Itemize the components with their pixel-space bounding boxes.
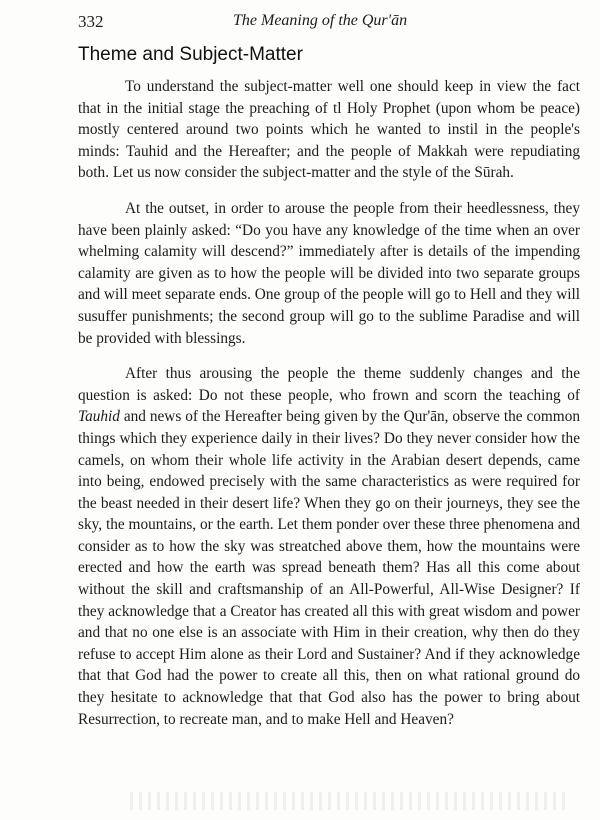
paragraph-2: At the outset, in order to arouse the people from their heedlessness, they have been plainly asked: “Do you have any knowledge of the time when an over whelming calamity will descend?” immediately after is details of the impending calamity are given as to how the people will be divided into two separate groups and will meet separate ends. One group of the people will go to Hell and they will susuffer punishments; the second group will go to the sublime Paradise and will be provided with blessings. bbox=[78, 199, 580, 347]
tauhid-term: Tauhid bbox=[78, 408, 120, 426]
body-text bbox=[78, 76, 580, 744]
page-number: 332 bbox=[78, 12, 104, 31]
page-header bbox=[78, 12, 560, 34]
paragraph-3-part-2: and news of the Hereafter being given by the Qur'ān, observe the common things which they experience daily in their lives? Do they never consider how the camels, on whom their whole life activity in the Arabian desert depends, came into being, endowed precisely with the same characteristics as were required for the beast needed in their desert life? When they go on their journeys, they see the sky, the mountains, or the earth. Let them ponder over these three phenomena and consider as to how the sky was streatched above them, how the mountains were erected and how the earth was spread beneath them? Has all this come about without the skill and craftsmanship of an All-Powerful, All-Wise Designer? If they acknowledge that a Creator has created all this with great wisdom and power and that no one else is an associate with Him in their creation, why then do they refuse to accept Him alone as their Lord and Sustainer? And if they acknowledge that that God had the power to create all this, then on what rational ground do they hesitate to acknowledge that that God also has the power to bring about Resurrection, to recreate man, and to make Hell and Heaven? bbox=[78, 408, 580, 728]
show-through-texture bbox=[130, 792, 570, 810]
section-heading: Theme and Subject-Matter bbox=[78, 44, 303, 65]
paragraph-1: To understand the subject-matter well one should keep in view the fact that in the initial stage the preaching of tl Holy Prophet (upon whom be peace) mostly centered around two points which he wanted to instil in the people's minds: Tauhid and the Hereafter; and the people of Makkah were repudiating both. Let us now consider the subject-matter and the style of the Sūrah. bbox=[78, 78, 580, 182]
running-title: The Meaning of the Qur'ān bbox=[233, 12, 408, 29]
paragraph-3 bbox=[78, 363, 580, 730]
paragraph-3-part-1: After thus arousing the people the theme suddenly changes and the question is asked: Do not these people, who frown and scorn the teaching of bbox=[78, 365, 580, 404]
